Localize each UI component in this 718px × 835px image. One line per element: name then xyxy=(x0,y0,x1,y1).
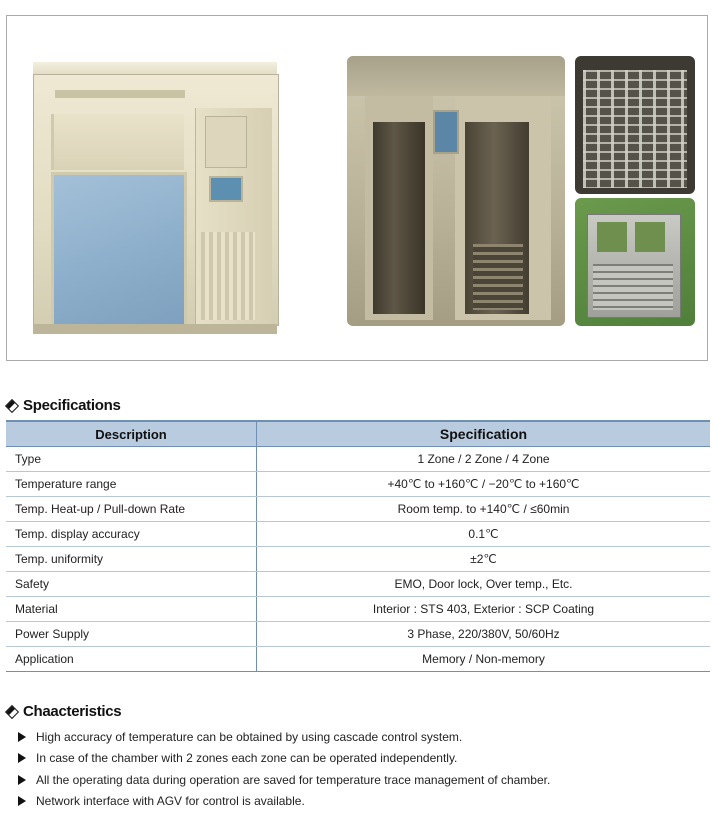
row-specification: Interior : STS 403, Exterior : SCP Coating xyxy=(257,597,711,622)
product-photo-panel xyxy=(6,15,708,361)
list-item-text: All the operating data during operation are saved for temperature trace management of chamber. xyxy=(36,772,551,787)
row-specification: Room temp. to +140℃ / ≤60min xyxy=(257,497,711,522)
characteristics-heading-text: Chaacteristics xyxy=(23,703,122,720)
diamond-bullet-icon xyxy=(5,704,19,718)
list-item-text: In case of the chamber with 2 zones each zone can be operated independently. xyxy=(36,751,458,766)
triangle-bullet-icon xyxy=(18,753,26,763)
list-item-text: Network interface with AGV for control is available. xyxy=(36,794,305,809)
row-description: Application xyxy=(6,647,257,672)
table-header-row xyxy=(6,421,710,447)
characteristics-list xyxy=(18,726,550,812)
rack-photo xyxy=(575,56,695,194)
list-item-text: High accuracy of temperature can be obtained by using cascade control system. xyxy=(36,729,463,744)
table-row xyxy=(6,497,710,522)
table-row xyxy=(6,522,710,547)
list-item xyxy=(18,791,550,813)
triangle-bullet-icon xyxy=(18,796,26,806)
list-item xyxy=(18,726,550,748)
table-row xyxy=(6,472,710,497)
row-specification: Memory / Non-memory xyxy=(257,647,711,672)
rack-frame-photo xyxy=(575,198,695,326)
column-header-description: Description xyxy=(6,421,257,447)
row-description: Temp. display accuracy xyxy=(6,522,257,547)
row-description: Temp. uniformity xyxy=(6,547,257,572)
specifications-table xyxy=(6,420,710,672)
triangle-bullet-icon xyxy=(18,775,26,785)
list-item xyxy=(18,769,550,791)
column-header-specification: Specification xyxy=(257,421,711,447)
table-row xyxy=(6,647,710,672)
row-description: Power Supply xyxy=(6,622,257,647)
specifications-heading xyxy=(4,397,121,414)
row-specification: +40℃ to +160℃ / −20℃ to +160℃ xyxy=(257,472,711,497)
row-specification: 0.1℃ xyxy=(257,522,711,547)
row-description: Safety xyxy=(6,572,257,597)
row-specification: 1 Zone / 2 Zone / 4 Zone xyxy=(257,447,711,472)
table-row xyxy=(6,447,710,472)
row-description: Type xyxy=(6,447,257,472)
table-row xyxy=(6,597,710,622)
table-row xyxy=(6,547,710,572)
row-description: Temperature range xyxy=(6,472,257,497)
table-row xyxy=(6,572,710,597)
table-row xyxy=(6,622,710,647)
main-chamber-photo xyxy=(25,56,289,346)
characteristics-heading xyxy=(4,703,121,720)
row-specification: 3 Phase, 220/380V, 50/60Hz xyxy=(257,622,711,647)
specifications-heading-text: Specifications xyxy=(23,397,121,414)
row-specification: ±2℃ xyxy=(257,547,711,572)
row-description: Material xyxy=(6,597,257,622)
list-item xyxy=(18,748,550,770)
open-chamber-photo xyxy=(347,56,565,326)
diamond-bullet-icon xyxy=(5,398,19,412)
row-description: Temp. Heat-up / Pull-down Rate xyxy=(6,497,257,522)
row-specification: EMO, Door lock, Over temp., Etc. xyxy=(257,572,711,597)
triangle-bullet-icon xyxy=(18,732,26,742)
